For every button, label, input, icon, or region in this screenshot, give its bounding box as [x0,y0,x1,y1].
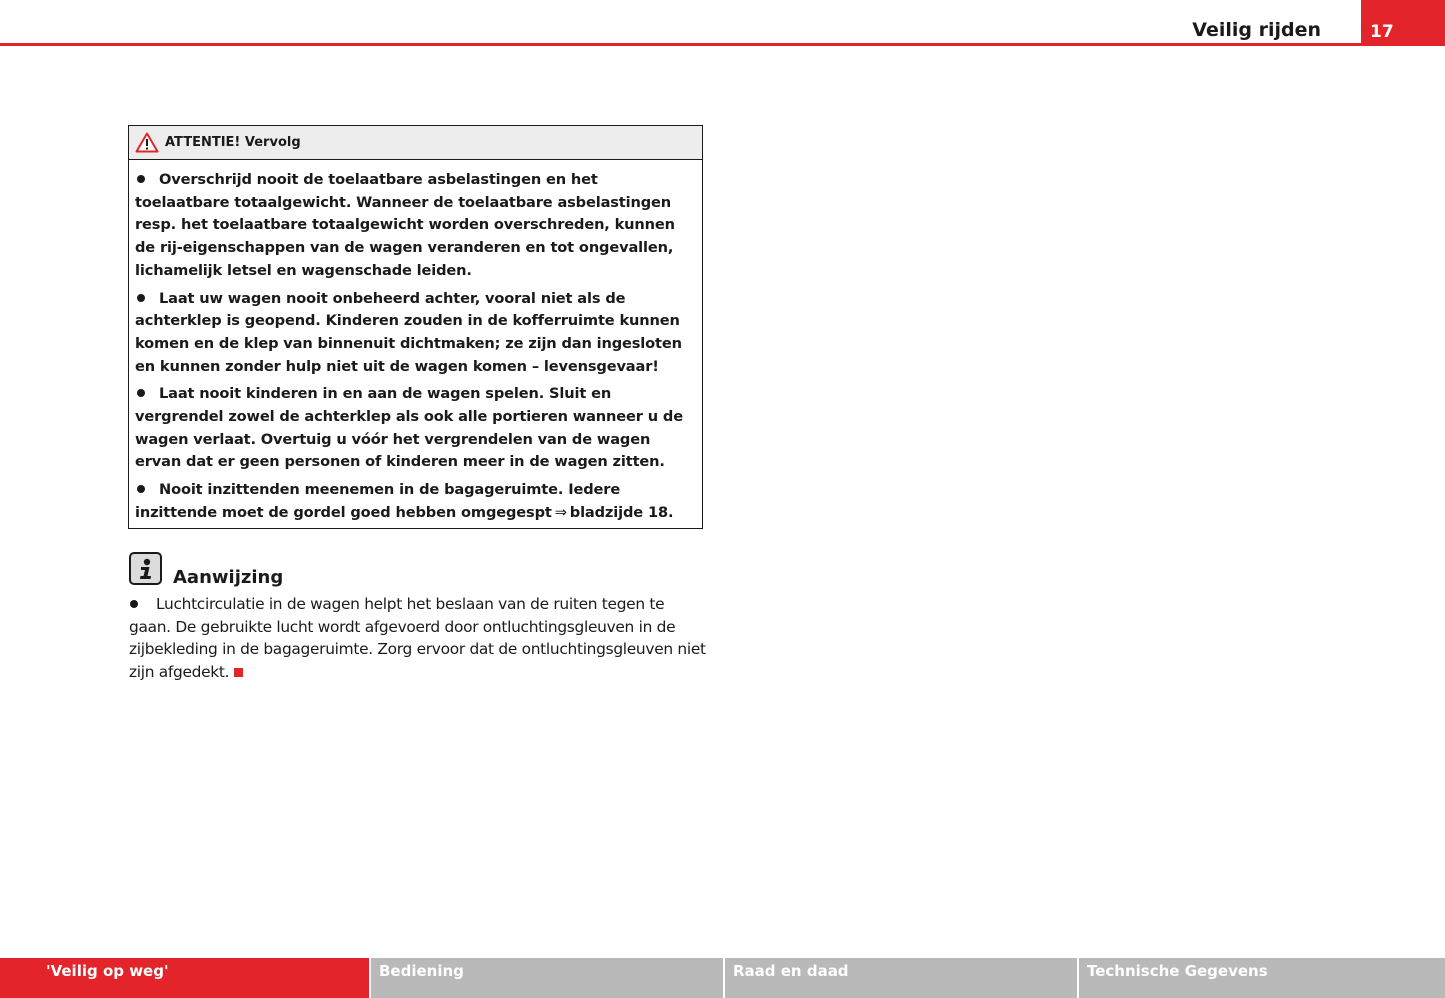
page-number: 17 [1361,0,1445,46]
warning-triangle-icon [135,132,159,153]
warning-item [135,479,694,524]
warning-box [128,125,703,529]
header-rule [0,43,1445,46]
page-reference-link[interactable]: bladzijde 18. [569,503,674,521]
chapter-tabs [0,958,1445,998]
warning-item-text: Laat nooit kinderen in en aan de wagen spelen. Sluit en vergrendel zowel de achterklep als ook alle portieren wanneer u de wagen verlaat. Overtuig u vóór het vergrendelen van de wagen ervan dat er geen personen of kinderen meer in de wagen zitten. [135,385,683,471]
warning-body [129,160,702,525]
note-body [129,593,709,684]
bullet-icon [137,175,145,183]
bullet-icon [130,600,138,608]
info-icon [129,552,162,585]
arrow-right-icon: ⇒ [554,503,567,521]
warning-item [135,169,694,283]
warning-item [135,288,694,379]
bullet-icon [137,485,145,493]
tab-bediening[interactable]: Bediening [369,958,723,998]
section-title: Veilig rijden [1192,19,1321,41]
note-header [129,552,284,588]
warning-item-text: Overschrijd nooit de toelaatbare asbelastingen en het toelaatbare totaalgewicht. Wanneer de toelaatbare asbelastingen resp. het toelaatbare totaalgewicht worden overschreden, kunnen de rij-eigenschappen van de wagen veranderen en tot ongevallen, lichamelijk letsel en wagenschade leiden. [135,171,675,279]
warning-heading: ATTENTIE! Vervolg [165,135,301,150]
tab-veilig-op-weg[interactable]: 'Veilig op weg' [0,958,369,998]
section-end-mark [234,668,243,677]
tab-raad-en-daad[interactable]: Raad en daad [723,958,1077,998]
warning-item [135,383,694,474]
bullet-icon [137,294,145,302]
warning-item-text: Laat uw wagen nooit onbeheerd achter, vooral niet als de achterklep is geopend. Kinderen zouden in de kofferruimte kunnen komen en de klep van binnenuit dichtmaken; ze zijn dan ingesloten en kunnen zonder hulp niet uit de wagen komen – levensgevaar! [135,289,682,375]
warning-header [129,126,702,160]
tab-technische-gegevens[interactable]: Technische Gegevens [1077,958,1445,998]
bullet-icon [137,389,145,397]
note-text: Luchtcirculatie in de wagen helpt het beslaan van de ruiten tegen te gaan. De gebruikte lucht wordt afgevoerd door ontluchtingsgleuven in de zijbekleding in de bagageruimte. Zorg ervoor dat de ontluchtingsgleuven niet zijn afgedekt. [129,595,706,682]
warning-item-text: Nooit inzittenden meenemen in de bagageruimte. Iedere inzittende moet de gordel goed hebben omgegespt [135,481,621,521]
note-heading: Aanwijzing [173,567,284,588]
